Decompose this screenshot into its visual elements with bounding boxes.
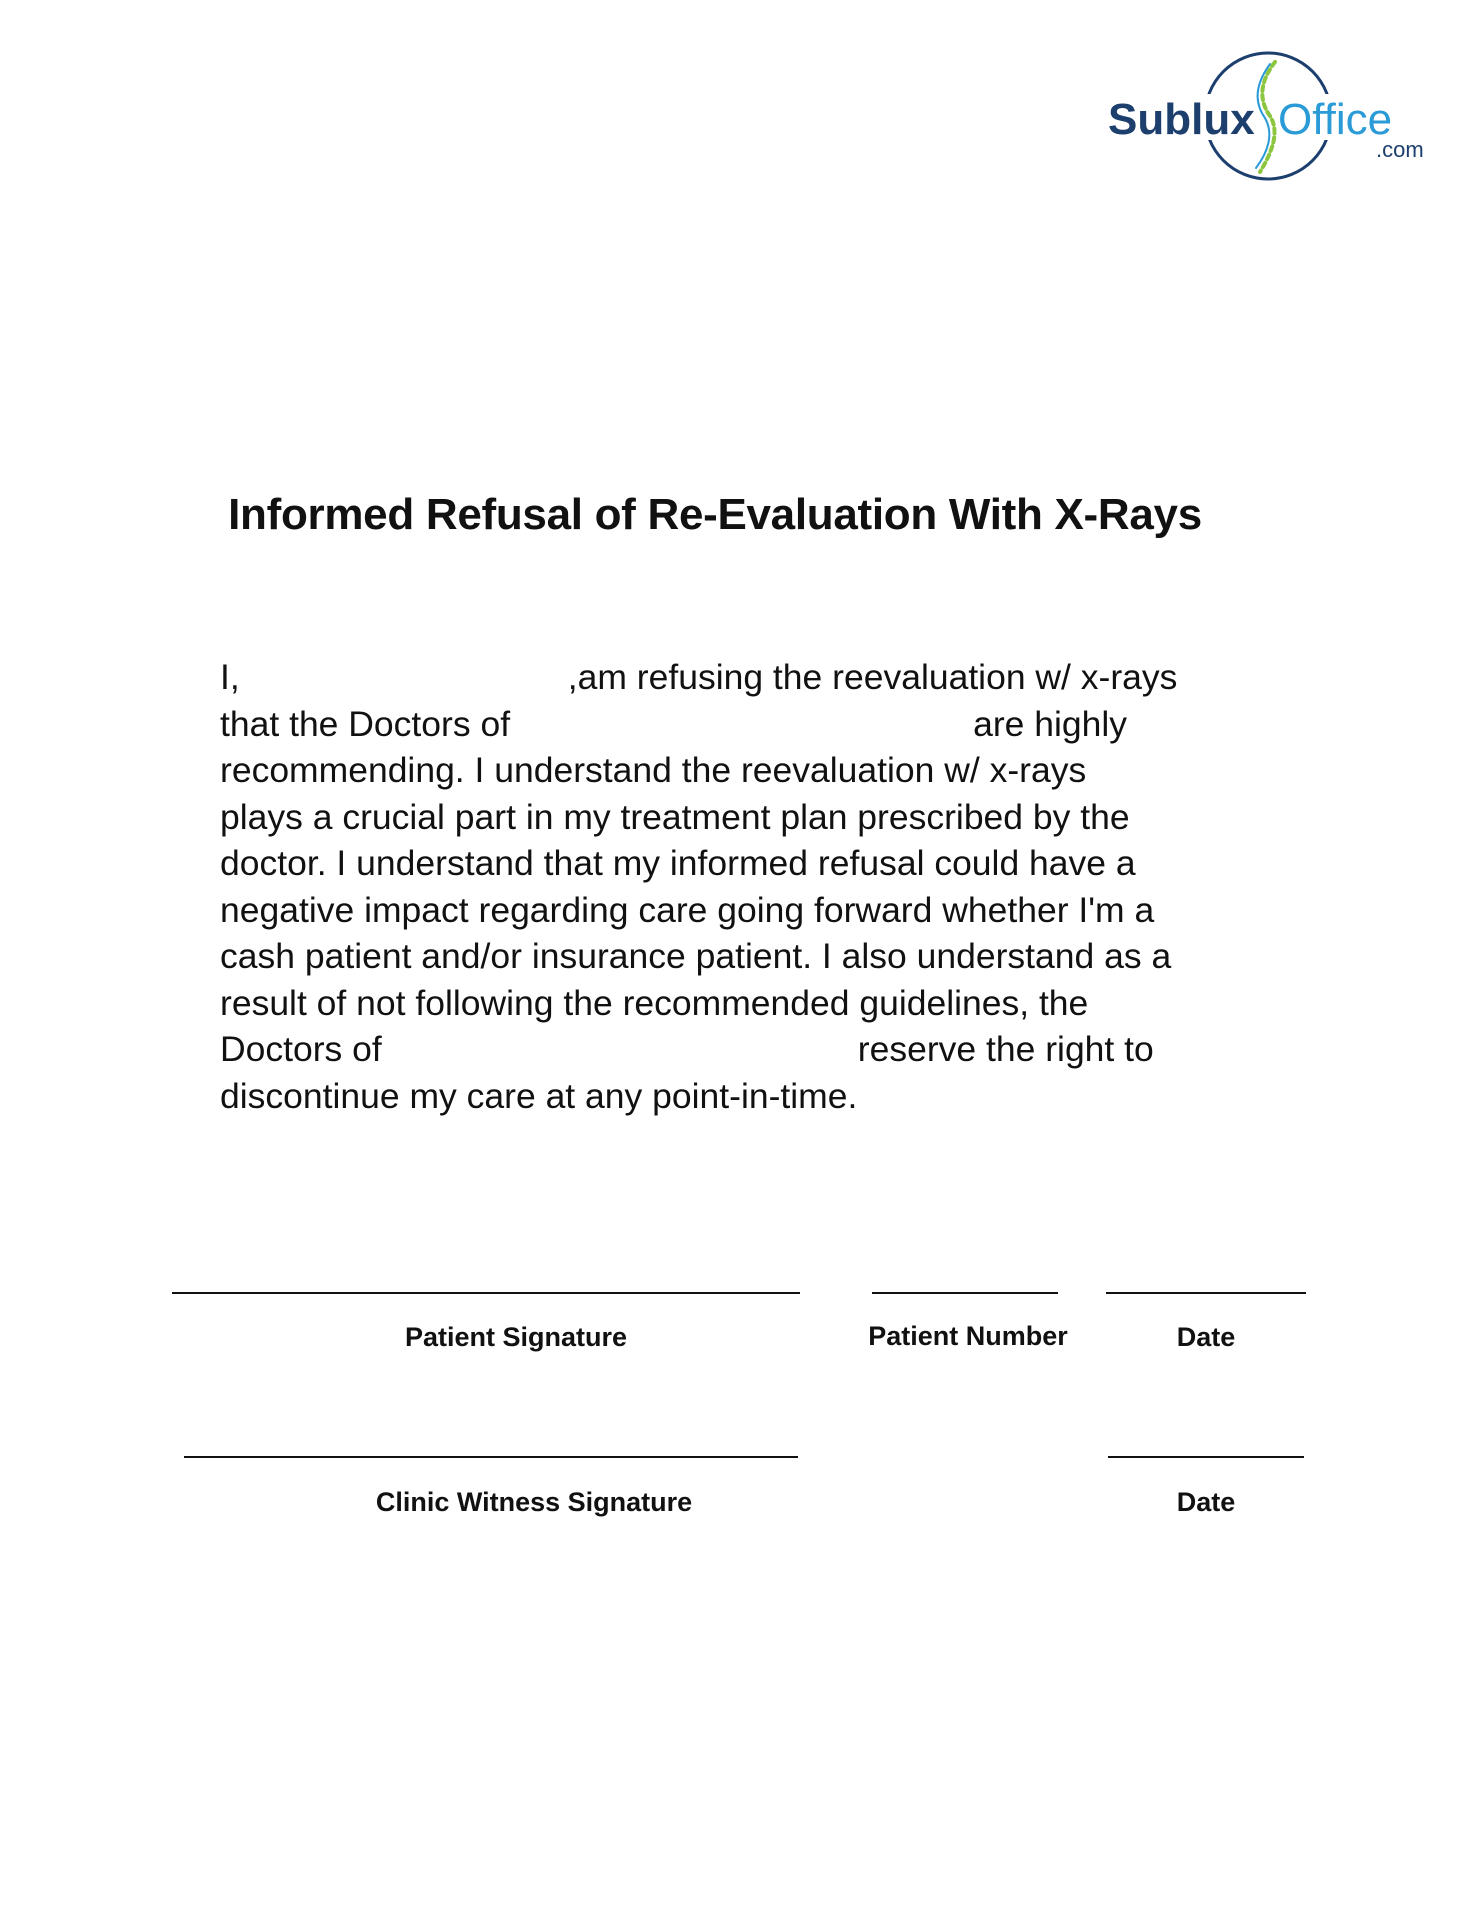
date-line-2[interactable]	[1108, 1456, 1304, 1458]
refusal-statement	[220, 654, 1340, 1119]
logo-brand-left: Sublux	[1108, 95, 1255, 144]
patient-number-label: Patient Number	[868, 1321, 1068, 1351]
statement-line-5: doctor. I understand that my informed refusal could have a	[220, 843, 1136, 883]
spine-icon	[1256, 62, 1275, 172]
statement-text: Doctors of	[220, 1029, 382, 1069]
date-line-1[interactable]	[1106, 1292, 1306, 1294]
clinic-witness-signature-label: Clinic Witness Signature	[375, 1487, 693, 1517]
patient-signature-line[interactable]	[172, 1292, 800, 1294]
statement-text: that the Doctors of	[220, 703, 511, 744]
logo-suffix: .com	[1376, 137, 1424, 162]
document-title: Informed Refusal of Re-Evaluation With X-Rays	[228, 490, 1202, 539]
statement-line-4: plays a crucial part in my treatment plan prescribed by the	[220, 796, 1130, 837]
statement-line-8: result of not following the recommended guidelines, the	[220, 982, 1089, 1023]
patient-number-line[interactable]	[872, 1292, 1058, 1294]
statement-line-6: negative impact regarding care going forward whether I'm a	[220, 889, 1155, 930]
statement-line-10: discontinue my care at any point-in-time.	[220, 1075, 858, 1116]
statement-text: reserve the right to	[857, 1029, 1154, 1069]
statement-text: ,am refusing the reevaluation w/ x-rays	[567, 657, 1178, 697]
date-label-1: Date	[1176, 1322, 1236, 1352]
statement-line-9	[220, 1026, 1340, 1073]
date-label-2: Date	[1176, 1487, 1236, 1517]
statement-text: I,	[220, 657, 240, 697]
statement-line-1	[220, 654, 1340, 701]
sublux-office-logo	[1100, 44, 1440, 184]
statement-text: are highly	[973, 703, 1128, 744]
statement-line-3: recommending. I understand the reevaluation w/ x-rays	[220, 750, 1087, 790]
clinic-witness-signature-line[interactable]	[184, 1456, 798, 1458]
logo-brand-right: Office	[1278, 95, 1393, 144]
logo-graphic	[1100, 44, 1440, 184]
statement-line-2	[220, 701, 1340, 748]
statement-line-7: cash patient and/or insurance patient. I also understand as a	[220, 936, 1172, 976]
patient-signature-label: Patient Signature	[404, 1322, 628, 1352]
